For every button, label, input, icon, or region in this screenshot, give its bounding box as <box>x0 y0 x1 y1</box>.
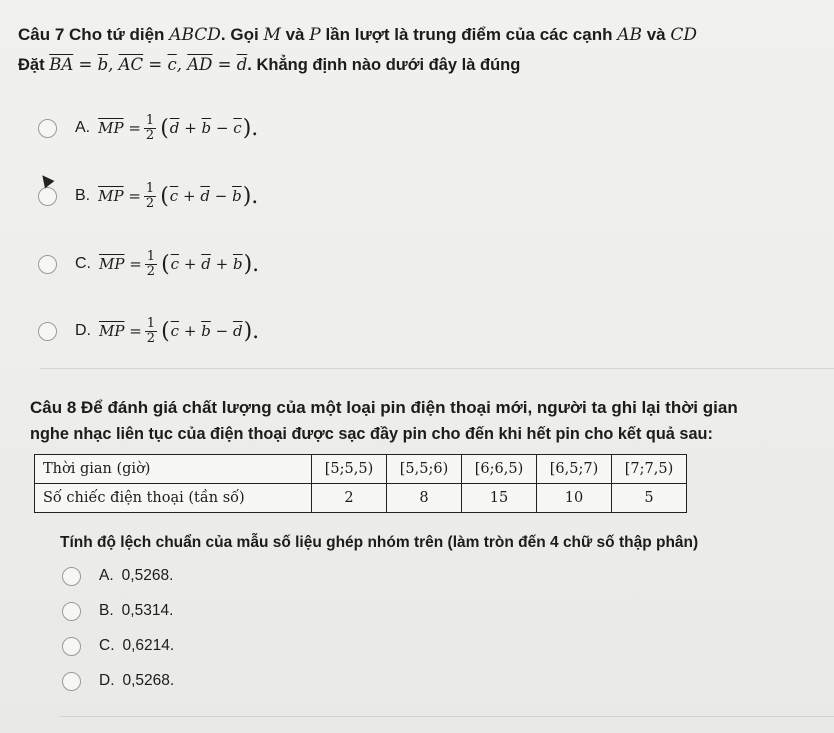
operator-1: + <box>182 187 196 205</box>
table-cell: 8 <box>387 484 462 513</box>
operator-2: − <box>215 119 229 137</box>
radio-button[interactable] <box>62 567 81 586</box>
table-row <box>35 484 687 513</box>
radio-button[interactable] <box>38 255 57 274</box>
term-3: $\overline{d}$ <box>232 322 243 340</box>
radio-button[interactable] <box>62 637 81 656</box>
q7-point-m: M <box>263 25 281 45</box>
option-label: D. <box>99 672 115 689</box>
table-cell: 15 <box>462 484 537 513</box>
question-7-line-2: Đặt $\overline{BA} = \overline{b}$, $\overline{AC} = \overline{c}$, $\overline{AD} = \overline{d}$. Khẳng định nào dưới đây là đúng <box>18 55 521 74</box>
q8-option-d[interactable] <box>62 663 174 699</box>
q7-text: Cho tứ diện <box>69 25 165 44</box>
option-value: 0,5314. <box>121 602 174 619</box>
option-value: 0,5268. <box>121 567 174 584</box>
fraction-denominator: 2 <box>145 127 155 143</box>
term-3: $\overline{c}$ <box>233 119 242 137</box>
table-cell: [5,5;6) <box>387 455 462 484</box>
table-cell: [6;6,5) <box>462 455 537 484</box>
term-2: $\overline{d}$ <box>201 255 211 273</box>
question-7-number: Câu 7 <box>18 25 65 44</box>
q8-text: Để đánh giá chất lượng của một loại pin điện thoại mới, người ta ghi lại thời gian <box>81 398 738 417</box>
operator-2: − <box>215 322 229 340</box>
term-2: $\overline{d}$ <box>200 187 210 205</box>
option-value: 0,6214. <box>122 637 175 654</box>
fraction-numerator: 1 <box>145 180 155 196</box>
radio-button[interactable] <box>38 322 57 341</box>
fraction-numerator: 1 <box>145 112 155 128</box>
operator-1: + <box>184 119 197 137</box>
q8-option-c[interactable] <box>62 628 174 664</box>
option-label: C. <box>99 637 115 654</box>
closing: ). <box>242 183 259 209</box>
q7-text: . Gọi <box>220 25 259 44</box>
radio-button[interactable] <box>62 602 81 621</box>
table-header-time: Thời gian (giờ) <box>35 455 312 484</box>
term-1: $\overline{c}$ <box>170 322 180 340</box>
option-label: D. <box>75 322 91 339</box>
table-header-count: Số chiếc điện thoại (tần số) <box>35 484 312 513</box>
table-cell: 10 <box>537 484 612 513</box>
fraction-numerator: 1 <box>146 248 156 264</box>
table-cell: [7;7,5) <box>612 455 687 484</box>
table-row <box>35 455 687 484</box>
operator-1: + <box>183 255 197 273</box>
question-8-line-2 <box>30 425 713 444</box>
q7-option-b[interactable] <box>38 178 259 214</box>
vector-mp: $\overline{MP}$ <box>99 322 125 340</box>
term-3: $\overline{b}$ <box>232 255 243 273</box>
option-label: B. <box>75 187 91 204</box>
q7-text: Đặt <box>18 56 45 74</box>
vector-ad: $\overline{AD}$ <box>187 55 213 74</box>
option-value: 0,5268. <box>122 672 175 689</box>
divider <box>40 368 834 369</box>
q7-option-d[interactable] <box>38 313 260 349</box>
q8-text: nghe nhạc liên tục của điện thoại được sạc đầy pin cho đến khi hết pin cho kết quả sau: <box>30 425 713 443</box>
q7-edge-ab: AB <box>617 25 642 45</box>
option-label: C. <box>75 255 91 272</box>
q7-text: và <box>285 25 305 44</box>
term-1: $\overline{c}$ <box>170 255 180 273</box>
q7-point-p: P <box>309 25 321 45</box>
closing: ). <box>242 115 259 141</box>
vector-mp: $\overline{MP}$ <box>98 187 124 205</box>
term-2: $\overline{b}$ <box>201 119 212 137</box>
q7-tetra-name: ABCD <box>169 25 221 45</box>
question-8-line-1 <box>30 398 738 418</box>
table-cell: [6,5;7) <box>537 455 612 484</box>
option-label: A. <box>75 119 91 136</box>
radio-button[interactable] <box>38 119 57 138</box>
term-1: $\overline{d}$ <box>169 119 180 137</box>
q8-text: Tính độ lệch chuẩn của mẫu số liệu ghép nhóm trên (làm tròn đến 4 chữ số thập phân) <box>60 534 699 551</box>
q8-option-a[interactable] <box>62 558 173 594</box>
vector-ac: $\overline{AC}$ <box>118 55 144 74</box>
divider <box>60 716 834 717</box>
option-formula: $\overline{MP}$ = $\frac{1}{2}$ ( $\overline{c}$ + $\overline{d}$ + $\overline{b}$ ). <box>99 248 260 279</box>
vector-mp: $\overline{MP}$ <box>98 119 124 137</box>
closing: ). <box>243 318 260 344</box>
q7-text: . Khẳng định nào dưới đây là đúng <box>247 56 521 74</box>
fraction-numerator: 1 <box>146 315 156 331</box>
vector-ba: $\overline{BA}$ <box>49 55 74 74</box>
frequency-table <box>34 454 687 513</box>
option-label: B. <box>99 602 114 619</box>
option-label: A. <box>99 567 114 584</box>
vector-c: $\overline{c}$ <box>167 55 177 74</box>
radio-button[interactable] <box>62 672 81 691</box>
vector-mp: $\overline{MP}$ <box>99 255 125 273</box>
operator-2: + <box>215 255 229 273</box>
q7-edge-cd: CD <box>670 25 698 45</box>
table-cell: [5;5,5) <box>312 455 387 484</box>
vector-b: $\overline{b}$ <box>97 55 109 74</box>
q7-text: và <box>646 25 666 44</box>
closing: ). <box>243 251 260 277</box>
question-8-prompt <box>60 534 698 552</box>
vector-d: $\overline{d}$ <box>236 55 248 74</box>
term-1: $\overline{c}$ <box>169 187 179 205</box>
radio-button[interactable] <box>38 187 57 206</box>
option-formula: $\overline{MP}$ = $\frac{1}{2}$ ( $\overline{c}$ + $\overline{d}$ − $\overline{b}$ ). <box>98 180 259 211</box>
question-8-number: Câu 8 <box>30 398 77 417</box>
fraction-denominator: 2 <box>146 330 156 346</box>
term-3: $\overline{b}$ <box>232 187 242 205</box>
option-formula: $\overline{MP}$ = $\frac{1}{2}$ ( $\overline{d}$ + $\overline{b}$ − $\overline{c}$ ). <box>98 112 259 143</box>
q7-option-a[interactable] <box>38 110 259 146</box>
table-cell: 5 <box>612 484 687 513</box>
q7-text: lần lượt là trung điểm của các cạnh <box>325 25 613 44</box>
table-cell: 2 <box>312 484 387 513</box>
q8-option-b[interactable] <box>62 593 173 629</box>
operator-2: − <box>214 187 228 205</box>
q7-option-c[interactable] <box>38 246 260 282</box>
operator-1: + <box>183 322 197 340</box>
question-7-line-1 <box>18 25 697 45</box>
option-formula: $\overline{MP}$ = $\frac{1}{2}$ ( $\overline{c}$ + $\overline{b}$ − $\overline{d}$ ). <box>99 315 260 346</box>
fraction-denominator: 2 <box>146 263 156 279</box>
fraction-denominator: 2 <box>145 195 155 211</box>
term-2: $\overline{b}$ <box>201 322 211 340</box>
